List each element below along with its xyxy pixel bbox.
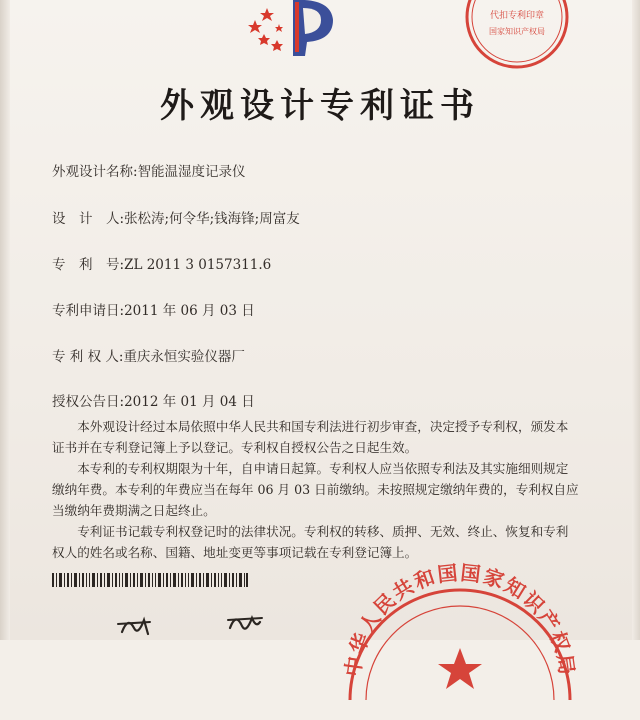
patent-number-row	[52, 253, 271, 273]
design-name-value: 智能温湿度记录仪	[137, 164, 246, 180]
patent-number-label: 专 利 号:	[52, 257, 125, 273]
barcode	[52, 573, 248, 587]
body-paragraph: 专利证书记载专利权登记时的法律状况。专利权的转移、质押、无效、终止、恢复和专利权人的姓名或名称、国籍、地址变更等事项记载在专利登记簿上。	[52, 524, 569, 560]
designers-row	[52, 207, 300, 227]
body-paragraph: 本专利的专利权期限为十年，自申请日起算。专利权人应当依照专利法及其实施细则规定缴纳年费。本专利的年费应当在每年 06 月 03 日前缴纳。未按照规定缴纳年费的，专利权自应当缴纳年费期满之日起终止。	[52, 461, 579, 518]
body-paragraph: 本外观设计经过本局依照中华人民共和国专利法进行初步审查，决定授予专利权，颁发本证书并在专利登记簿上予以登记。专利权自授权公告之日起生效。	[52, 419, 569, 455]
designers-value: 张松涛;何令华;钱海锋;周富友	[124, 211, 300, 227]
grant-date-value: 2012 年 01 月 04 日	[124, 394, 255, 410]
patent-number-value: ZL 2011 3 0157311.6	[124, 257, 272, 273]
application-date-row	[52, 299, 255, 319]
design-name-row	[52, 160, 246, 180]
patent-office-emblem-icon	[235, 0, 355, 64]
svg-text:国家知识产权局: 国家知识产权局	[489, 27, 545, 36]
svg-text:中华人民共和国国家知识产权局: 中华人民共和国国家知识产权局	[340, 560, 580, 678]
designers-label: 设 计 人:	[52, 211, 125, 227]
patentee-value: 重庆永恒实验仪器厂	[123, 349, 245, 365]
application-date-label: 专利申请日:	[52, 303, 125, 319]
grant-date-label: 授权公告日:	[52, 394, 125, 410]
svg-text:代扣专利印章: 代扣专利印章	[489, 11, 545, 21]
patentee-row	[52, 345, 245, 365]
director-signature	[110, 598, 280, 640]
patentee-label: 专 利 权 人:	[52, 349, 124, 365]
application-date-value: 2011 年 06 月 03 日	[124, 303, 255, 319]
certificate-body	[52, 416, 580, 563]
top-right-seal-icon	[462, 0, 572, 72]
grant-date-row	[52, 390, 255, 410]
certificate-title: 外观设计专利证书	[160, 86, 480, 126]
bottom-right-seal-icon	[330, 560, 590, 720]
design-name-label: 外观设计名称:	[52, 164, 138, 180]
